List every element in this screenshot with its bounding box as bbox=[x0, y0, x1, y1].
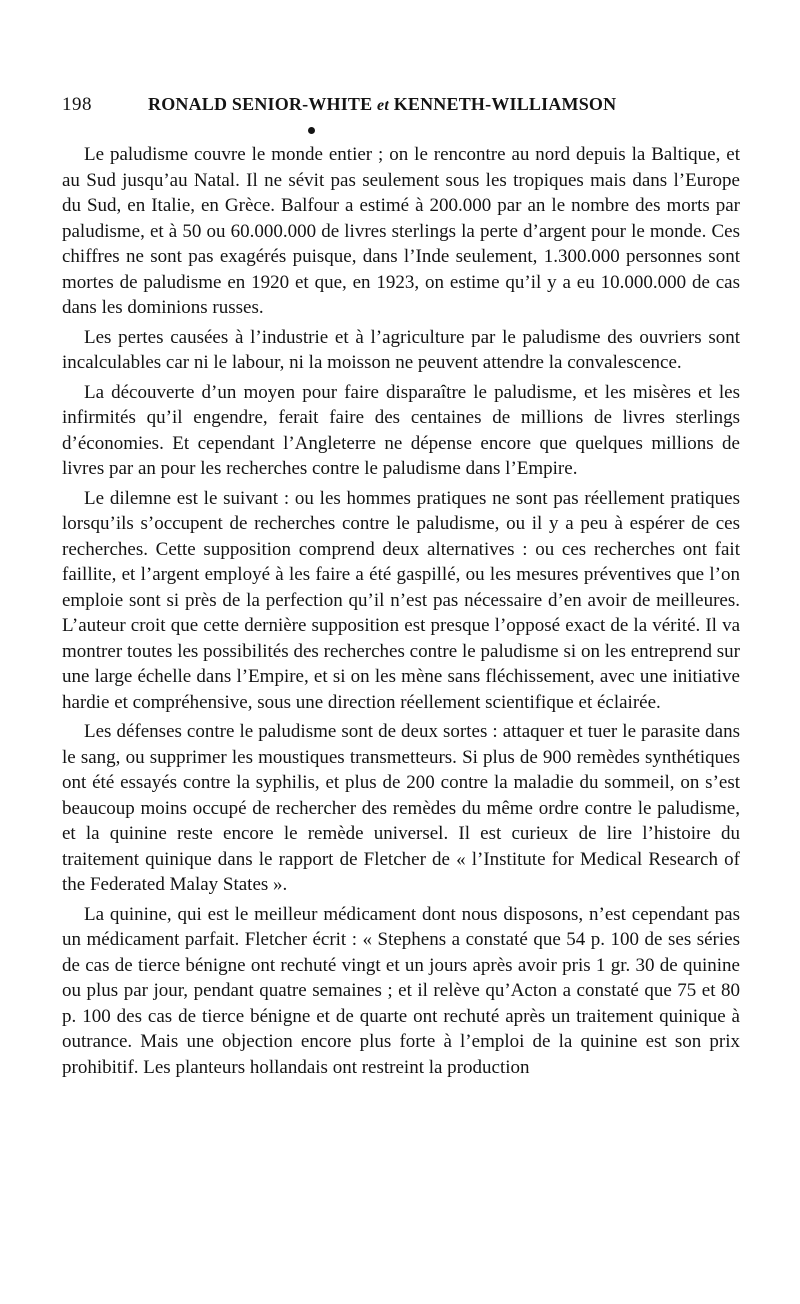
paragraph: Le dilemne est le suivant : ou les hommes pratiques ne sont pas réellement pratiques lorsqu’ils s’occupent de recherches contre le paludisme, ou il y a peu à espérer de ces recherches. Cette supposition comprend deux alternatives : ou ces recherches ont fait faillite, et l’argent employé à les faire a été gaspillé, ou les mesures préventives que l’on emploie sont si près de la perfection qu’il n’est pas nécessaire d’en avoir de meilleures. L’auteur croit que cette dernière supposition est presque l’opposé exact de la vérité. Il va montrer toutes les possibilités des recherches contre le paludisme si on les entreprend sur une large échelle dans l’Empire, et si on les mène sans fléchissement, avec une initiative hardie et compréhensive, sous une direction réellement scientifique et éclairée. bbox=[62, 487, 740, 713]
paragraph: La quinine, qui est le meilleur médicament dont nous disposons, n’est cependant pas un médicament parfait. Fletcher écrit : « Stephens a constaté que 54 p. 100 de ses séries de cas de tierce bénigne ont rechuté vingt et un jours après avoir pris 1 gr. 30 de quinine ou plus par jour, pendant quatre semaines ; et il relève qu’Acton a constaté que 75 et 80 p. 100 des cas de tierce bénigne et de quarte ont rechuté après un traitement quinique à outrance. Mais une objection encore plus forte à l’emploi de la quinine est son prix prohibitif. Les planteurs hollandais ont restreint la production bbox=[62, 903, 740, 1078]
ornament-dot bbox=[308, 127, 315, 134]
paragraph: La découverte d’un moyen pour faire disparaître le paludisme, et les misères et les infirmités qu’il engendre, ferait faire des centaines de millions de livres sterlings d’économies. Et cependant l’Angleterre ne dépense encore que quelques millions de livres par an pour les recherches contre le paludisme dans l’Empire. bbox=[62, 381, 740, 479]
author-left: RONALD SENIOR-WHITE bbox=[148, 94, 373, 114]
paragraph: Les pertes causées à l’industrie et à l’agriculture par le paludisme des ouvriers sont incalculables car ni le labour, ni la moisson ne peuvent attendre la convalescence. bbox=[62, 326, 740, 373]
body-text bbox=[62, 142, 740, 1084]
author-conjunction: et bbox=[377, 97, 389, 114]
page-number: 198 bbox=[62, 94, 92, 115]
paragraph: Le paludisme couvre le monde entier ; on le rencontre au nord depuis la Baltique, et au Sud jusqu’au Natal. Il ne sévit pas seulement sous les tropiques mais dans l’Europe du Sud, en Italie, en Grèce. Balfour a estimé à 200.000 par an le nombre des morts par paludisme, et à 50 ou 60.000.000 de livres sterlings la perte d’argent pour le monde. Ces chiffres ne sont pas exagérés puisque, dans l’Inde seulement, 1.300.000 personnes sont mortes de paludisme en 1920 et que, en 1923, on estime qu’il y a eu 10.000.000 de cas dans les dominions russes. bbox=[62, 144, 740, 318]
running-head bbox=[148, 94, 616, 115]
author-right: KENNETH-WILLIAMSON bbox=[393, 94, 617, 114]
paragraph: Les défenses contre le paludisme sont de deux sortes : attaquer et tuer le parasite dans le sang, ou supprimer les moustiques transmetteurs. Si plus de 900 remèdes synthétiques ont été essayés contre la syphilis, et plus de 200 contre la maladie du sommeil, on s’est beaucoup moins occupé de rechercher des remèdes du même ordre contre le paludisme, et la quinine reste encore le remède universel. Il est curieux de lire l’histoire du traitement quinique dans le rapport de Fletcher de « l’Institute for Medical Research of the Federated Malay States ». bbox=[62, 721, 740, 895]
page-header bbox=[62, 94, 742, 118]
